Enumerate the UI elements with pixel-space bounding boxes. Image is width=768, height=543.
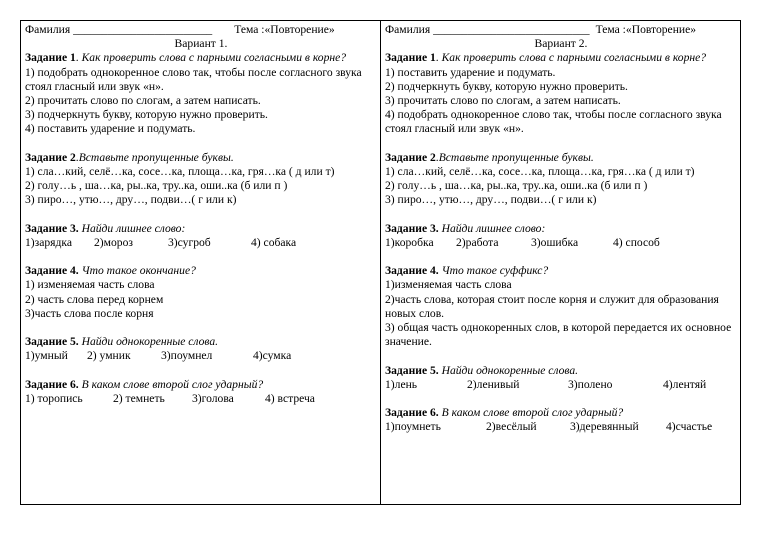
task-4-item: 3)часть слова после корня bbox=[25, 306, 154, 320]
worksheet-table bbox=[20, 20, 741, 505]
task-3-heading: Задание 3. Найди лишнее слово: bbox=[25, 221, 186, 235]
option: 4) способ bbox=[613, 235, 660, 249]
task-6-options bbox=[385, 420, 737, 434]
option: 2) темнеть bbox=[113, 391, 165, 405]
task-4-item: 2) часть слова перед корнем bbox=[25, 292, 164, 306]
task-2-heading: Задание 2.Вставьте пропущенные буквы. bbox=[385, 150, 594, 164]
header-row bbox=[385, 23, 737, 37]
task-1-item: 4) подобрать однокоренное слово так, чтобы после согласного звука стоял гласный или звук «н». bbox=[385, 108, 722, 136]
topic-label: Тема :«Повторение» bbox=[234, 23, 335, 36]
variant-title: Вариант 1. bbox=[174, 37, 228, 51]
option: 1)поумнеть bbox=[385, 420, 441, 434]
option: 3)поумнел bbox=[161, 349, 213, 363]
option: 2)работа bbox=[456, 235, 499, 249]
task-6-heading: Задание 6. В каком слове второй слог ударный? bbox=[385, 406, 624, 420]
option: 1) торопись bbox=[25, 391, 83, 405]
task-1-item: 3) подчеркнуть букву, которую нужно проверить. bbox=[25, 108, 268, 122]
task-3-options bbox=[25, 236, 377, 250]
task-1-item: 2) прочитать слово по слогам, а затем написать. bbox=[25, 94, 261, 107]
task-2-item: 2) голу…ь , ша…ка, ры..ка, тру..ка, оши..ка (б или п ) bbox=[25, 179, 288, 193]
task-1-item: 1) подобрать однокоренное слово так, чтобы после согласного звука стоял гласный или звук «н». bbox=[25, 65, 362, 93]
option: 4)лентяй bbox=[663, 377, 707, 391]
surname-field: Фамилия ___________________________ bbox=[385, 23, 590, 36]
task-4-heading: Задание 4. Что такое окончание? bbox=[25, 264, 196, 278]
task-4-item: 1) изменяемая часть слова bbox=[25, 278, 155, 292]
task-5-heading: Задание 5. Найди однокоренные слова. bbox=[385, 363, 579, 377]
task-4-item: 3) общая часть однокоренных слов, в которой передается их основное значение. bbox=[385, 321, 732, 349]
column-divider bbox=[380, 21, 381, 504]
option: 4) собака bbox=[251, 235, 297, 249]
option: 3)деревянный bbox=[570, 420, 639, 434]
task-5-options bbox=[25, 349, 377, 363]
option: 4)счастье bbox=[666, 420, 713, 434]
option: 2)ленивый bbox=[467, 377, 520, 391]
task-3-heading: Задание 3. Найди лишнее слово: bbox=[385, 221, 546, 235]
task-4-item: 2)часть слова, которая стоит после корня и служит для образования новых слов. bbox=[385, 292, 719, 320]
task-5-heading: Задание 5. Найди однокоренные слова. bbox=[25, 335, 219, 349]
option: 1)коробка bbox=[385, 235, 434, 249]
task-6-options bbox=[25, 392, 377, 406]
task-2-item: 3) пиро…, утю…, дру…, подви…( г или к) bbox=[385, 193, 597, 207]
option: 3)сугроб bbox=[168, 235, 211, 249]
variant-title: Вариант 2. bbox=[534, 37, 588, 51]
task-1-heading: Задание 1. Как проверить слова с парными согласными в корне? bbox=[385, 51, 707, 65]
task-1-item: 2) подчеркнуть букву, которую нужно проверить. bbox=[385, 79, 628, 93]
option: 3)ошибка bbox=[531, 235, 579, 249]
task-3-options bbox=[385, 236, 737, 250]
surname-field: Фамилия ________________________ bbox=[25, 23, 213, 36]
option: 3)голова bbox=[192, 391, 234, 405]
task-4-item: 1)изменяемая часть слова bbox=[385, 278, 512, 292]
option: 2) умник bbox=[87, 349, 131, 363]
option: 4)сумка bbox=[253, 349, 292, 363]
option: 1)умный bbox=[25, 349, 68, 363]
topic-label: Тема :«Повторение» bbox=[595, 23, 697, 36]
option: 2)мороз bbox=[94, 235, 133, 249]
task-2-item: 1) сла…кий, селё…ка, сосе…ка, площа…ка, гря…ка ( д или т) bbox=[25, 164, 335, 178]
header-row bbox=[25, 23, 377, 37]
variant-2-column bbox=[385, 23, 737, 435]
variant-1-column bbox=[25, 23, 377, 406]
task-6-heading: Задание 6. В каком слове второй слог ударный? bbox=[25, 377, 264, 391]
task-2-item: 3) пиро…, утю…, дру…, подви…( г или к) bbox=[25, 193, 237, 207]
option: 4) встреча bbox=[265, 391, 315, 405]
task-1-item: 3) прочитать слово по слогам, а затем написать. bbox=[385, 93, 621, 107]
task-4-heading: Задание 4. Что такое суффикс? bbox=[385, 264, 549, 278]
task-2-item: 1) сла…кий, селё…ка, сосе…ка, площа…ка, гря…ка ( д или т) bbox=[385, 164, 695, 178]
option: 1)лень bbox=[385, 377, 418, 391]
task-5-options bbox=[385, 378, 737, 392]
task-2-item: 2) голу…ь , ша…ка, ры..ка, тру..ка, оши..ка (б или п ) bbox=[385, 179, 648, 193]
option: 2)весёлый bbox=[486, 420, 537, 434]
task-2-heading: Задание 2.Вставьте пропущенные буквы. bbox=[25, 150, 234, 164]
task-1-item: 4) поставить ударение и подумать. bbox=[25, 122, 196, 136]
option: 3)полено bbox=[568, 377, 613, 391]
task-1-item: 1) поставить ударение и подумать. bbox=[385, 65, 556, 79]
task-1-heading: Задание 1. Как проверить слова с парными согласными в корне? bbox=[25, 51, 347, 65]
option: 1)зарядка bbox=[25, 235, 73, 249]
